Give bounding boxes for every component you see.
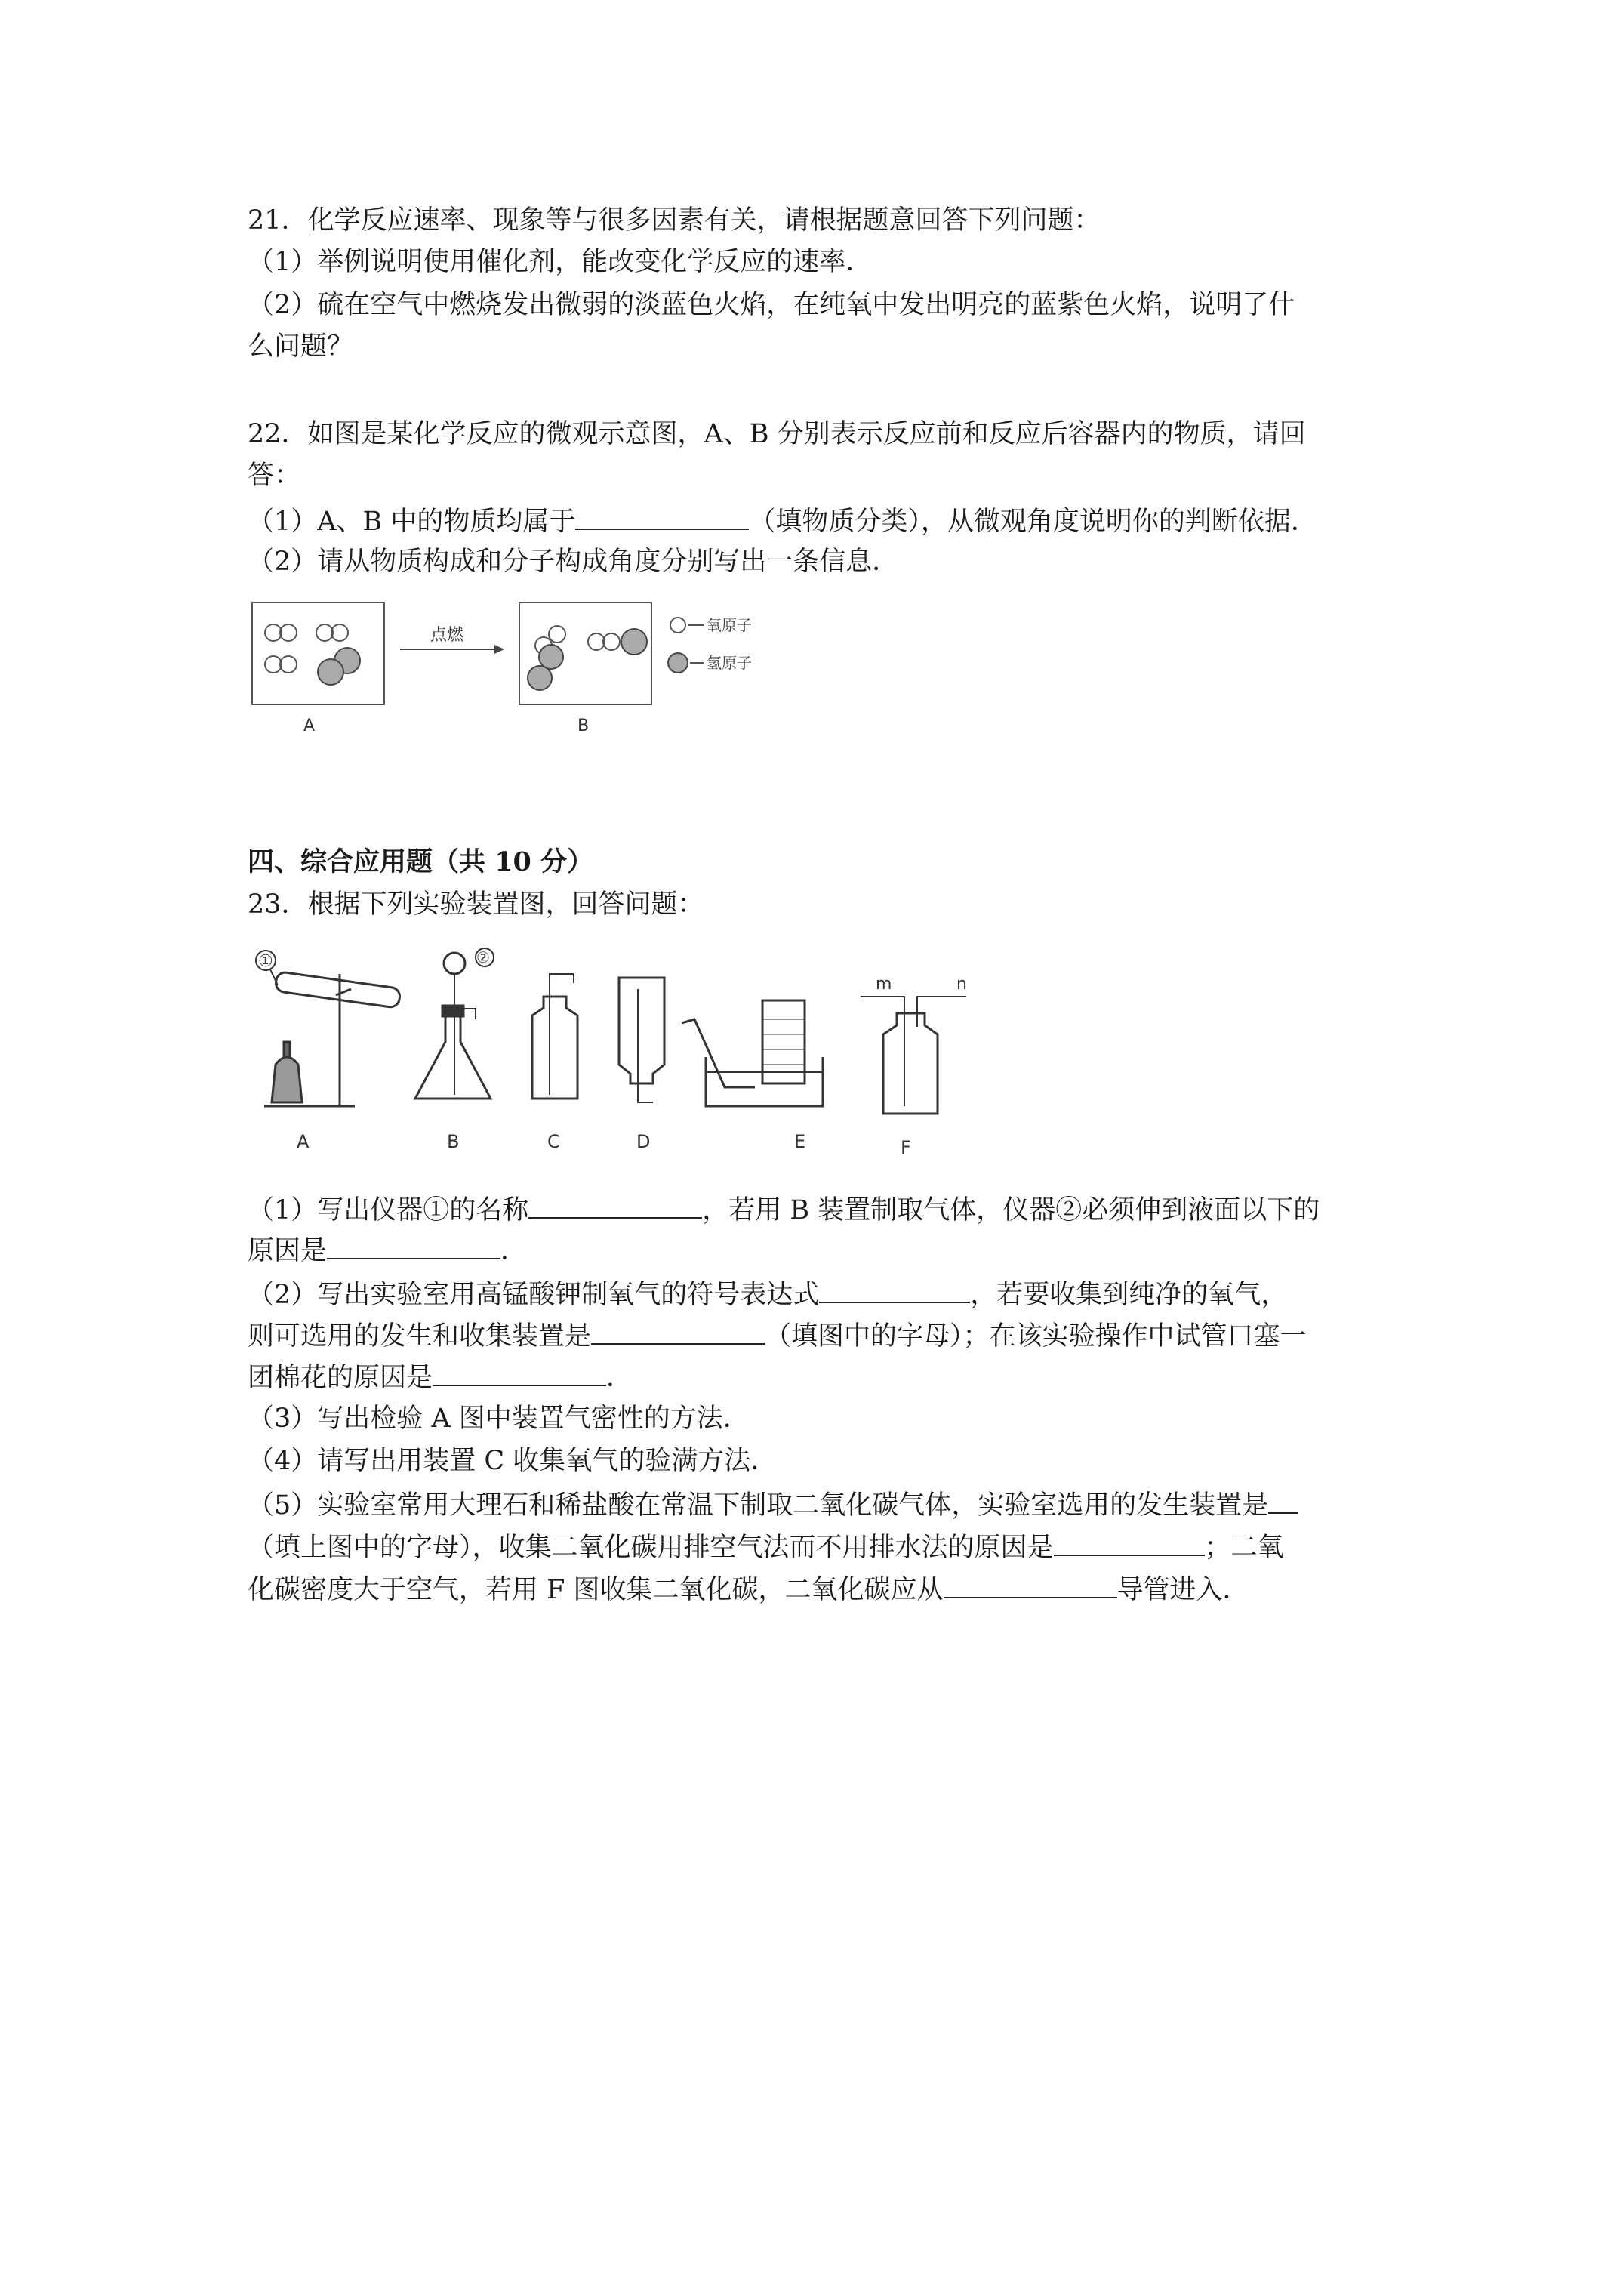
label-b: B — [577, 717, 590, 735]
apparatus-b — [415, 948, 494, 1099]
answer-blank[interactable] — [433, 1359, 606, 1386]
q22-part2: （2）请从物质构成和分子构成角度分别写出一条信息． — [248, 547, 899, 577]
q21-part1: （1）举例说明使用催化剂，能改变化学反应的速率． — [248, 247, 873, 277]
container-a — [252, 603, 384, 704]
apparatus-f — [861, 997, 966, 1114]
q23-part5-line2: （填上图中的字母），收集二氧化碳用排空气法而不用排水法的原因是 ；二氧 — [248, 1529, 1284, 1564]
q22-part1: （1）A、B 中的物质均属于 （填物质分类），从微观角度说明你的判断依据． — [248, 503, 1317, 538]
marker-1: ① — [258, 952, 273, 971]
marker-2: ② — [476, 948, 490, 966]
legend-hydrogen: 氢原子 — [707, 654, 752, 672]
answer-blank[interactable] — [528, 1191, 702, 1219]
q21-part2-line2: 么问题？ — [248, 331, 354, 362]
apparatus-d — [619, 978, 664, 1102]
q23-part5-line3: 化碳密度大于空气，若用 F 图收集二氧化碳，二氧化碳应从 导管进入． — [248, 1571, 1249, 1607]
q23-apparatus-figure — [242, 944, 1012, 1170]
container-b — [519, 603, 651, 704]
q21-stem: 21．化学反应速率、现象等与很多因素有关，请根据题意回答下列问题： — [248, 205, 1101, 236]
tube-n: n — [956, 975, 967, 994]
apparatus-label-d: D — [636, 1131, 651, 1152]
apparatus-e — [682, 1000, 823, 1106]
q22-reaction-figure — [242, 596, 830, 747]
q23-part4: （4）请写出用装置 C 收集氧气的验满方法． — [248, 1446, 778, 1476]
answer-blank[interactable] — [1054, 1529, 1205, 1556]
apparatus-label-a: A — [297, 1131, 310, 1152]
q23-part2-line3: 团棉花的原因是 ． — [248, 1359, 633, 1395]
apparatus-c — [532, 974, 577, 1099]
label-a: A — [303, 717, 316, 735]
q23-stem: 23．根据下列实验装置图，回答问题： — [248, 889, 704, 920]
q23-part2-line2: 则可选用的发生和收集装置是 （填图中的字母）；在该实验操作中试管口塞一 — [248, 1318, 1307, 1353]
apparatus-label-c: C — [547, 1131, 560, 1152]
section-heading: 四、综合应用题（共 10 分） — [248, 846, 594, 877]
q22-stem-line1: 22．如图是某化学反应的微观示意图，A、B 分别表示反应前和反应后容器内的物质，请回 — [248, 419, 1306, 449]
q23-part2-line1: （2）写出实验室用高锰酸钾制氧气的符号表达式 ，若要收集到纯净的氧气， — [248, 1276, 1287, 1311]
legend — [668, 616, 752, 673]
answer-blank[interactable] — [1268, 1487, 1298, 1514]
answer-blank[interactable] — [575, 503, 749, 530]
apparatus-label-f: F — [901, 1137, 911, 1158]
q23-part5-line1: （5）实验室常用大理石和稀盐酸在常温下制取二氧化碳气体，实验室选用的发生装置是 — [248, 1487, 1298, 1522]
q23-part1-line2: 原因是 ． — [248, 1232, 527, 1268]
q21-part2-line1: （2）硫在空气中燃烧发出微弱的淡蓝色火焰，在纯氧中发出明亮的蓝紫色火焰，说明了什 — [248, 290, 1295, 320]
tube-m: m — [876, 975, 892, 994]
apparatus-a — [256, 951, 401, 1106]
answer-blank[interactable] — [327, 1232, 500, 1259]
apparatus-label-e: E — [794, 1131, 806, 1152]
arrow-label: 点燃 — [430, 626, 464, 645]
answer-blank[interactable] — [819, 1276, 970, 1303]
q23-part3: （3）写出检验 A 图中装置气密性的方法． — [248, 1404, 750, 1434]
answer-blank[interactable] — [944, 1571, 1117, 1598]
answer-blank[interactable] — [591, 1318, 765, 1345]
q22-stem-line2: 答： — [248, 461, 301, 491]
legend-oxygen: 氧原子 — [707, 616, 752, 634]
apparatus-label-b: B — [447, 1131, 460, 1152]
q23-part1-line1: （1）写出仪器①的名称 ，若用 B 装置制取气体，仪器②必须伸到液面以下的 — [248, 1191, 1320, 1227]
